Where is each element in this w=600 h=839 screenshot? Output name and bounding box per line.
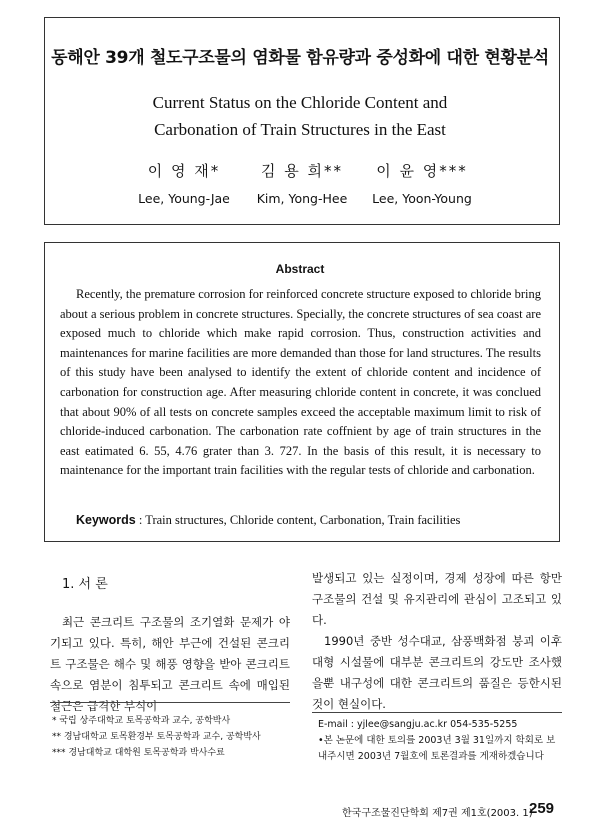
author-3 <box>342 160 502 206</box>
affiliation-3: *** 경남대학교 대학원 토목공학과 박사수료 <box>52 748 225 758</box>
footnote-divider <box>50 702 290 703</box>
abstract-body: Recently, the premature corrosion for reinforced concrete structure exposed to chloride bring about a serious problem in concrete structures. Specially, the concrete structures of sea coast are exposed much to chloride which make rapid corrosion. Thus, construction activities and maintenances for marine facilities are more demanded than those for land structures. The results of this study have been analysed to identify the extent of chloride content and incidence of carbonation for construction age. After measuring chloride content in concrete, it was conclued that about 90% of all tests on concrete samples exceed the acceptable maximum limit to risk of chloride-induced carbonation. The carbonation rate coffnient by age of train structures in the east eatimated 6. 55, 4.76 grater than 3. 727. In the basis of this result, it is necessary to maintenance for the important train facilities with the regular tests of chloride and carbonation. <box>60 287 541 478</box>
affiliation-2: ** 경남대학교 토목환경부 토목공학과 교수, 공학박사 <box>52 732 261 742</box>
email-line: E-mail : yjlee@sangju.ac.kr 054-535-5255 <box>318 719 518 730</box>
author-english-name: Kim, Yong-Hee <box>256 191 348 206</box>
author-korean-name: 김 용 희** <box>260 162 343 180</box>
korean-title: 동해안 39개 철도구조물의 염화물 함유량과 중성화에 대한 현황분석 <box>51 48 549 68</box>
page-number: 259 <box>529 800 555 817</box>
author-english-name: Lee, Young-Jae <box>138 191 230 206</box>
journal-footer: 한국구조물진단학회 제7권 제1호(2003. 1) <box>342 808 533 819</box>
correspondence-notes <box>318 717 562 765</box>
section-heading: 1. 서 론 <box>62 577 108 592</box>
notes-divider <box>312 712 562 713</box>
english-title-line-2: Carbonation of Train Structures in the East <box>154 120 446 139</box>
right-paragraph-1: 발생되고 있는 실정이며, 경제 성장에 따른 항만 구조물의 건설 및 유지관리에 관심이 고조되고 있다. <box>312 571 562 627</box>
abstract-heading: Abstract <box>275 262 325 276</box>
keywords-list: : Train structures, Chloride content, Carbonation, Train facilities <box>138 513 461 527</box>
keywords-line <box>76 513 460 528</box>
english-title-line-1: Current Status on the Chloride Content and <box>152 93 448 112</box>
affiliations-footnotes <box>52 713 292 761</box>
right-paragraph-2: 1990년 중반 성수대교, 삼풍백화점 붕괴 이후 대형 시설물에 대부분 콘크리트의 강도만 조사했을뿐 내구성에 대한 콘크리트의 품질은 등한시된 것이 현실이다. <box>312 634 562 711</box>
author-english-name: Lee, Yoon-Young <box>372 191 472 206</box>
author-korean-name: 이 영 재* <box>147 162 221 180</box>
author-korean-name: 이 윤 영*** <box>376 162 468 180</box>
right-column <box>312 568 562 715</box>
discussion-note: •본 논문에 대한 토의를 2003년 3월 31일까지 학회로 보내주시면 2003년 7월호에 토론결과를 게재하겠습니다 <box>318 735 556 762</box>
left-column-paragraph: 최근 콘크리트 구조물의 조기열화 문제가 야기되고 있다. 특히, 해안 부근에 건설된 콘크리트 구조물은 해수 및 해풍 영향을 받아 콘크리트 속으로 염분이 침투되고 콘크리트 속에 매입된 철근은 급격한 부식이 <box>50 615 290 713</box>
affiliation-1: * 국립 상주대학교 토목공학과 교수, 공학박사 <box>52 716 231 726</box>
keywords-label: Keywords <box>76 513 136 527</box>
